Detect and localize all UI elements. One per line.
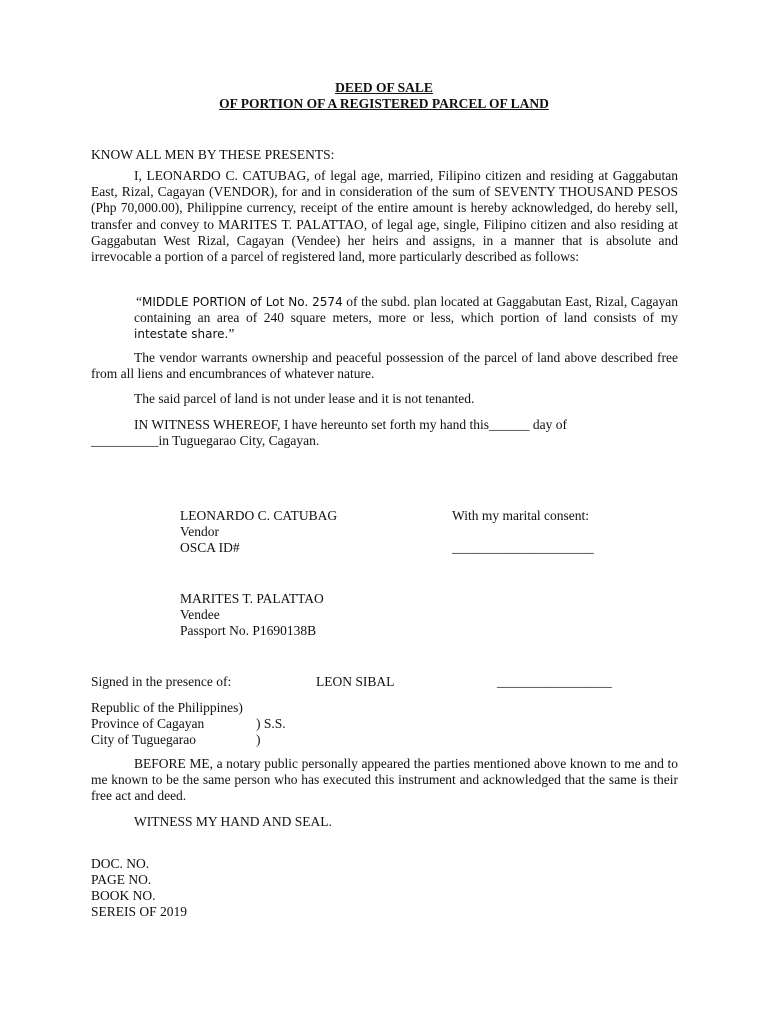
- opening-line: KNOW ALL MEN BY THESE PRESENTS:: [91, 147, 335, 162]
- witness-whereof-line: IN WITNESS WHEREOF, I have hereunto set forth my hand this______ day of: [134, 417, 567, 432]
- book-number: BOOK NO.: [91, 888, 156, 903]
- venue-ss: ) S.S.: [256, 716, 286, 731]
- warranty-paragraph: The vendor warrants ownership and peaceful possession of the parcel of land above described free from all liens and encumbrances of whatever nature.: [91, 350, 678, 382]
- venue-city-paren: ): [256, 732, 261, 747]
- lease-statement: The said parcel of land is not under lease and it is not tenanted.: [134, 391, 475, 406]
- marital-consent-label: With my marital consent:: [452, 508, 590, 523]
- lot-reference: MIDDLE PORTION of Lot No. 2574: [142, 295, 343, 309]
- vendor-id: OSCA ID#: [180, 540, 240, 555]
- presence-label: Signed in the presence of:: [91, 674, 232, 689]
- witness-name: LEON SIBAL: [316, 674, 395, 689]
- close-quote: ”: [228, 326, 235, 342]
- document-title: DEED OF SALE: [335, 80, 433, 95]
- witness-signature-line: _________________: [497, 674, 612, 689]
- acknowledgment-paragraph: BEFORE ME, a notary public personally appeared the parties mentioned above known to me and to me known to be the same person who has executed this instrument and acknowledged that the same is their free act and deed.: [91, 756, 678, 804]
- document-subtitle: OF PORTION OF A REGISTERED PARCEL OF LAND: [219, 96, 549, 111]
- main-paragraph: I, LEONARDO C. CATUBAG, of legal age, married, Filipino citizen and residing at Gaggabutan East, Rizal, Cagayan (VENDOR), for and in consideration of the sum of SEVENTY THOUSAND PESOS (Php 70,000.00), Philippine currency, receipt of the entire amount is hereby acknowledged, do hereby sell, transfer and convey to MARITES T. PALATTAO, of legal age, single, Filipino citizen and also residing at Gaggabutan West Rizal, Cagayan (Vendee) her heirs and assigns, in a manner that is absolute and irrevocable a portion of a parcel of registered land, more particularly described as follows:: [91, 168, 678, 265]
- vendee-role: Vendee: [180, 607, 220, 622]
- marital-consent-signature-line: _____________________: [452, 540, 594, 555]
- venue-city: City of Tuguegarao: [91, 732, 197, 747]
- witness-hand-seal: WITNESS MY HAND AND SEAL.: [134, 814, 332, 829]
- vendor-name: LEONARDO C. CATUBAG: [180, 508, 338, 523]
- property-description: [134, 294, 678, 343]
- page-number: PAGE NO.: [91, 872, 152, 887]
- vendee-name: MARITES T. PALATTAO: [180, 591, 324, 606]
- venue-province: Province of Cagayan: [91, 716, 205, 731]
- series-year: SEREIS OF 2019: [91, 904, 188, 919]
- open-quote: “: [136, 294, 142, 309]
- witness-whereof-place: __________in Tuguegarao City, Cagayan.: [91, 433, 320, 448]
- description-text: of the subd. plan located at Gaggabutan East, Rizal, Cagayan containing an area of 240 square meters, more or less, which portion of land consists of my: [134, 294, 678, 326]
- doc-number: DOC. NO.: [91, 856, 150, 871]
- venue-republic: Republic of the Philippines): [91, 700, 243, 715]
- intestate-share: intestate share.: [134, 327, 229, 342]
- vendee-id: Passport No. P1690138B: [180, 623, 317, 638]
- vendor-role: Vendor: [180, 524, 219, 539]
